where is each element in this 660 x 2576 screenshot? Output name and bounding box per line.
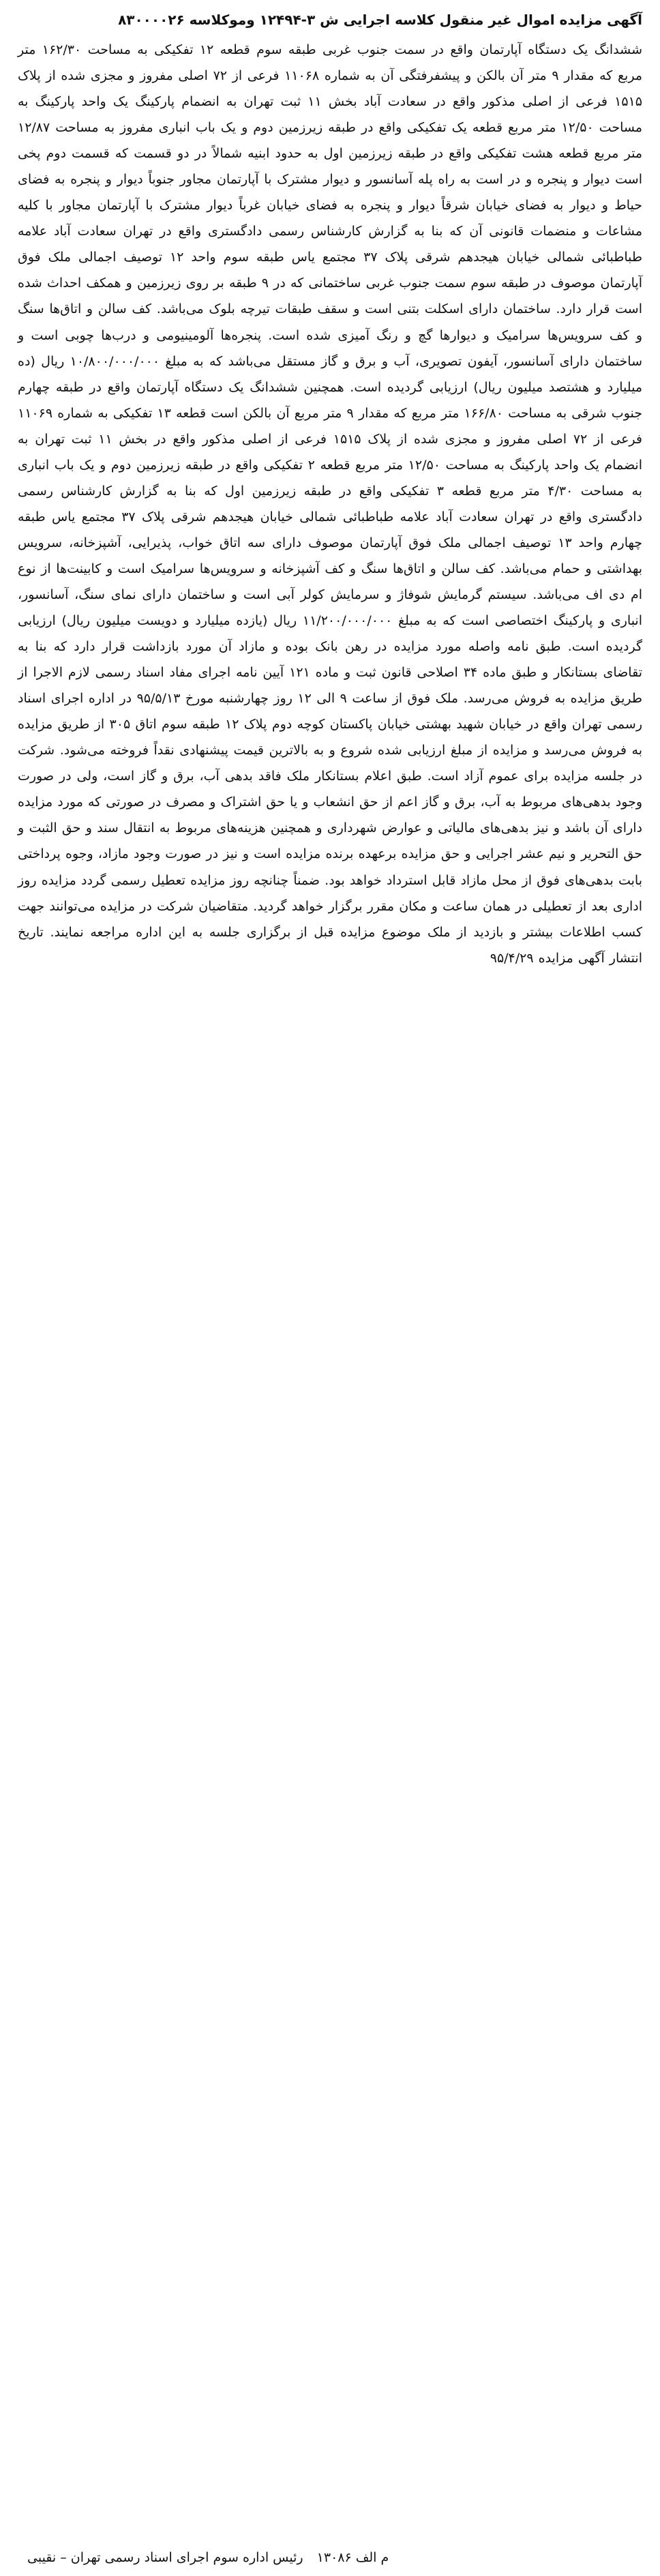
notice-title: آگهی مزایده اموال غیر منقول کلاسه اجرایی ش ۳-۱۲۴۹۴ وموکلاسه ۸۳۰۰۰۰۲۶ xyxy=(118,12,642,28)
signature-text: رئیس اداره سوم اجرای اسناد رسمی تهران – نقیبی xyxy=(27,2550,303,2565)
notice-body: ششدانگ یک دستگاه آپارتمان واقع در سمت جنوب غربی طبقه سوم قطعه ۱۲ تفکیکی به مساحت ۱۶۲/۳۰ متر مربع که مقدار ۹ متر آن بالکن و پیشفرفتگی آن به شماره ۱۱۰۶۸ فرعی از ۷۲ اصلی مفروز و مجزی شده از پلاک ۱۵۱۵ فرعی از اصلی مذکور واقع در سعادت آباد بخش ۱۱ ثبت تهران به انضمام پارکینگ یک واحد پارکینگ به مساحت ۱۲/۵۰ متر مربع قطعه یک تفکیکی واقع در طبقه زیرزمین دوم و یک باب انباری مفروز به مساحت ۱۲/۸۷ متر مربع قطعه هشت تفکیکی واقع در طبقه زیرزمین اول به حدود ابنیه شمالاً در دو قسمت که قسمت دوم پخی است دیوار و پنجره و در است به راه پله آسانسور و دیوار مشترک با آپارتمان مجاور جنوباً دیوار و پنجره به فضای حیاط و دیوار به فضای خیابان شرقاً دیوار و پنجره به فضای خیابان غرباً دیوار مشترک با آپارتمان مجاور با کلیه مشاعات و منضمات قانونی آن که بنا به گزارش کارشناس رسمی دادگستری واقع در تهران سعادت آباد علامه طباطبائی شمالی خیابان هیجدهم شرقی پلاک ۳۷ مجتمع یاس طبقه سوم واحد ۱۲ توصیف اجمالی ملک فوق آپارتمان موصوف در طبقه سوم سمت جنوب غربی ساختمانی که در ۹ طبقه بر روی زیرزمین و همکف احداث شده است قرار دارد. ساختمان دارای اسکلت بتنی است و سقف طبقات تیرچه بلوک می‌باشد. کف سالن و اتاق‌ها سنگ و کف سرویس‌ها سرامیک و دیوارها گچ و رنگ آمیزی شده است. پنجره‌ها آلومینیومی و درب‌ها چوبی است و ساختمان دارای آسانسور، آیفون تصویری، آب و برق و گاز مستقل می‌باشد که به مبلغ ۱۰/۸۰۰/۰۰۰/۰۰۰ ریال (ده میلیارد و هشتصد میلیون ریال) ارزیابی گردیده است. همچنین ششدانگ یک دستگاه آپارتمان واقع در طبقه چهارم جنوب شرقی به مساحت ۱۶۶/۸۰ متر مربع که مقدار ۹ متر مربع آن بالکن است قطعه ۱۳ تفکیکی به شماره ۱۱۰۶۹ فرعی از ۷۲ اصلی مفروز و مجزی شده از پلاک ۱۵۱۵ فرعی از اصلی مذکور واقع در بخش ۱۱ ثبت تهران به انضمام یک واحد پارکینگ به مساحت ۱۲/۵۰ متر مربع قطعه ۲ تفکیکی واقع در طبقه زیرزمین دوم و یک باب انباری به مساحت ۴/۳۰ متر مربع قطعه ۳ تفکیکی واقع در طبقه زیرزمین اول که بنا به گزارش کارشناس رسمی دادگستری واقع در تهران سعادت آباد علامه طباطبائی شمالی خیابان هیجدهم شرقی پلاک ۳۷ مجتمع یاس طبقه چهارم واحد ۱۳ توصیف اجمالی ملک فوق آپارتمان موصوف دارای سه اتاق خواب، پذیرایی، آشپزخانه، سرویس بهداشتی و حمام می‌باشد. کف سالن و اتاق‌ها سنگ و کف آشپزخانه و سرویس‌ها سرامیک است و کابینت‌ها از نوع ام دی اف می‌باشد. سیستم گرمایش شوفاژ و سرمایش کولر آبی است و ساختمان دارای نمای سنگ، آسانسور، انباری و پارکینگ اختصاصی است که به مبلغ ۱۱/۲۰۰/۰۰۰/۰۰۰ ریال (یازده میلیارد و دویست میلیون ریال) ارزیابی گردیده است. طبق نامه واصله مورد مزایده در رهن بانک بوده و مازاد آن مورد بازداشت قرار دارد که بنا به تقاضای بستانکار و طبق ماده ۳۴ اصلاحی قانون ثبت و ماده ۱۲۱ آیین نامه اجرای مفاد اسناد رسمی لازم الاجرا از طریق مزایده به فروش می‌رسد. ملک فوق از ساعت ۹ الی ۱۲ روز چهارشنبه مورخ ۹۵/۵/۱۳ در اداره اجرای اسناد رسمی تهران واقع در خیابان شهید بهشتی خیابان پاکستان کوچه دوم پلاک ۱۲ طبقه سوم اتاق ۳۰۵ از طریق مزایده به فروش می‌رسد و مزایده از مبلغ ارزیابی شده شروع و به بالاترین قیمت پیشنهادی نقداً فروخته می‌شود. شرکت در جلسه مزایده برای عموم آزاد است. طبق اعلام بستانکار ملک فاقد بدهی آب، برق و گاز است، ولی در صورت وجود بدهی‌های مربوط به آب، برق و گاز اعم از حق انشعاب و یا حق اشتراک و مصرف در صورتی که مورد مزایده دارای آن باشد و نیز بدهی‌های مالیاتی و عوارض شهرداری و همچنین هزینه‌های مربوط به انتقال سند و حق الثبت و حق التحریر و نیم عشر اجرایی و حق مزایده برعهده برنده مزایده است و نیز در صورت وجود مازاد، وجوه پرداختی بابت بدهی‌های فوق از محل مازاد قابل استرداد خواهد بود. ضمناً چنانچه روز مزایده تعطیل رسمی گردد مزایده روز اداری بعد از تعطیلی در همان ساعت و مکان مقرر برگزار خواهد گردید. متقاضیان شرکت در مزایده می‌توانند جهت کسب اطلاعات بیشتر و بازدید از ملک موضوع مزایده قبل از برگزاری جلسه به این اداره مراجعه نمایند. تاریخ انتشار آگهی مزایده ۹۵/۴/۲۹ xyxy=(18,42,643,966)
notice-signature xyxy=(27,2547,389,2568)
signature-id: م الف ۱۳۰۸۶ xyxy=(316,2550,389,2565)
